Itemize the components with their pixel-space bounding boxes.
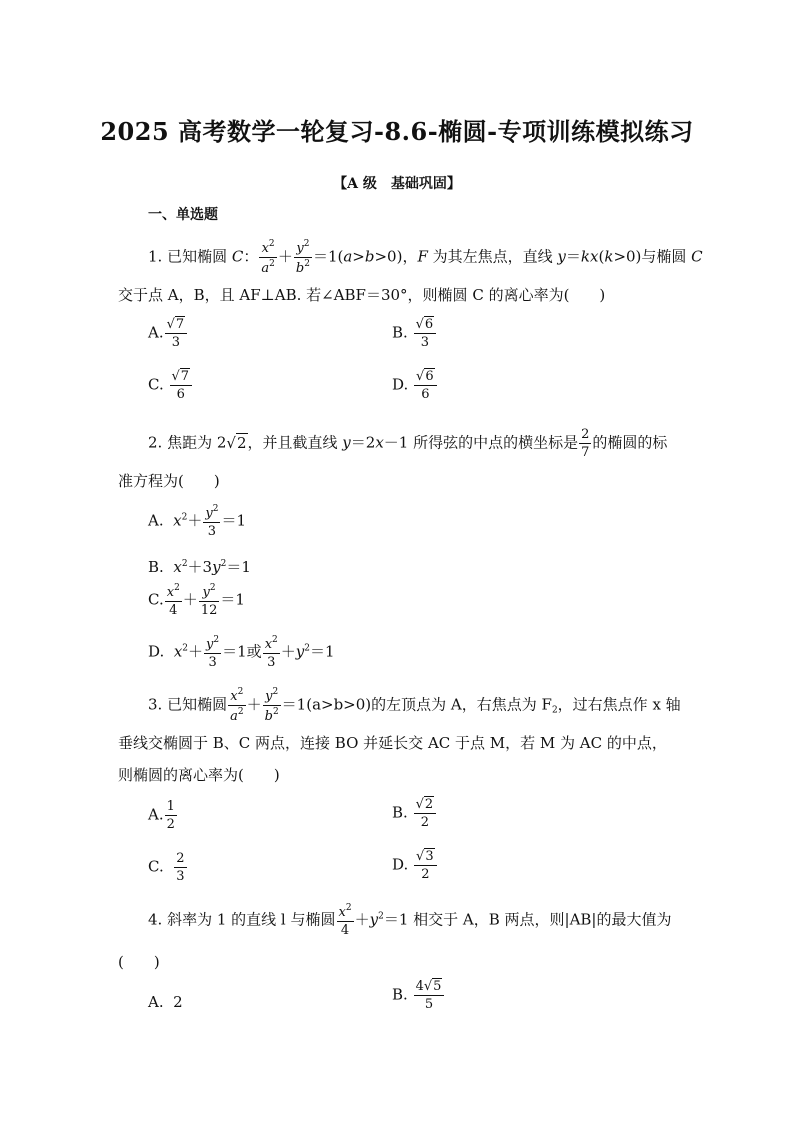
q1-option-b[interactable]: B. $\frac{√6}{3}$: [392, 318, 437, 349]
q2-option-d[interactable]: D. $x^2+$ $\frac{y^2}{3}$ ＝1或 $\frac{x^2}{3}$ $+y^2=1$: [148, 635, 335, 670]
q1-option-a[interactable]: A. $\frac{√7}{3}$: [148, 318, 188, 349]
q3-option-c[interactable]: C. $\frac{2}{3}$: [148, 851, 185, 884]
q1-option-d[interactable]: D. $\frac{√6}{6}$: [392, 370, 438, 401]
question-4-stem: 4. 斜率为 1 的直线 l 与椭圆 $\frac{x^2}{4}$ $+y^2=1$ 相交于 A，B 两点，则|AB|的最大值为: [148, 903, 672, 938]
q3-option-a[interactable]: A. $\frac{1}{2}$: [148, 799, 175, 832]
q2-option-a[interactable]: A. $x^2+$ $\frac{y^2}{3}$ ＝1: [148, 504, 247, 539]
q1-option-c[interactable]: C. $\frac{√7}{6}$: [148, 370, 193, 401]
q4-option-a[interactable]: A. 2: [148, 993, 183, 1011]
q3-option-d[interactable]: D. $\frac{√3}{2}$: [392, 850, 438, 881]
question-2-line-2: 准方程为( ): [118, 472, 220, 490]
question-1-line-2: 交于点 A，B，且 AF⊥AB. 若∠ABF＝30°，则椭圆 C 的离心率为( ): [118, 286, 606, 304]
question-1-stem: 1. 已知椭圆 C： $\frac{x^2}{a^2}$ ＋ $\frac{y^2}{b^2}$ ＝1(a>b>0)，F 为其左焦点，直线 y＝kx(k>0)与椭圆 C: [148, 239, 703, 276]
question-4-line-2: ( ): [118, 953, 160, 971]
q2-option-b[interactable]: B. $x^2+3y^2=1$: [148, 558, 251, 576]
level-heading: 【A 级 基础巩固】: [333, 176, 461, 192]
question-3-line-3: 则椭圆的离心率为( ): [118, 766, 280, 784]
section-heading: 一、单选题: [148, 207, 218, 223]
q3-option-b[interactable]: B. $\frac{√2}{2}$: [392, 798, 437, 829]
q2-option-c[interactable]: C. $\frac{x^2}{4}$ ＋ $\frac{y^2}{12}$ ＝1: [148, 583, 245, 618]
question-3-stem: 3. 已知椭圆 $\frac{x^2}{a^2}$ ＋ $\frac{y^2}{b^2}$ ＝1(a>b>0)的左顶点为 A，右焦点为 $F_2$，过右焦点作 x 轴: [148, 687, 681, 724]
question-2-stem: 2. 焦距为 2√2，并且截直线 y＝2x－1 所得弦的中点的横坐标是 $\frac{2}{7}$ 的椭圆的标: [148, 427, 668, 460]
page-title: 2025 高考数学一轮复习-8.6-椭圆-专项训练模拟练习: [100, 117, 694, 146]
q4-option-b[interactable]: B. $\frac{4√5}{5}$: [392, 980, 445, 1011]
fraction-y2-b2: $\frac{y^2}{b^2}$: [295, 239, 310, 276]
fraction-x2-a2: $\frac{x^2}{a^2}$: [261, 239, 275, 276]
question-3-line-2: 垂线交椭圆于 B、C 两点，连接 BO 并延长交 AC 于点 M，若 M 为 AC 的中点，: [118, 734, 667, 752]
